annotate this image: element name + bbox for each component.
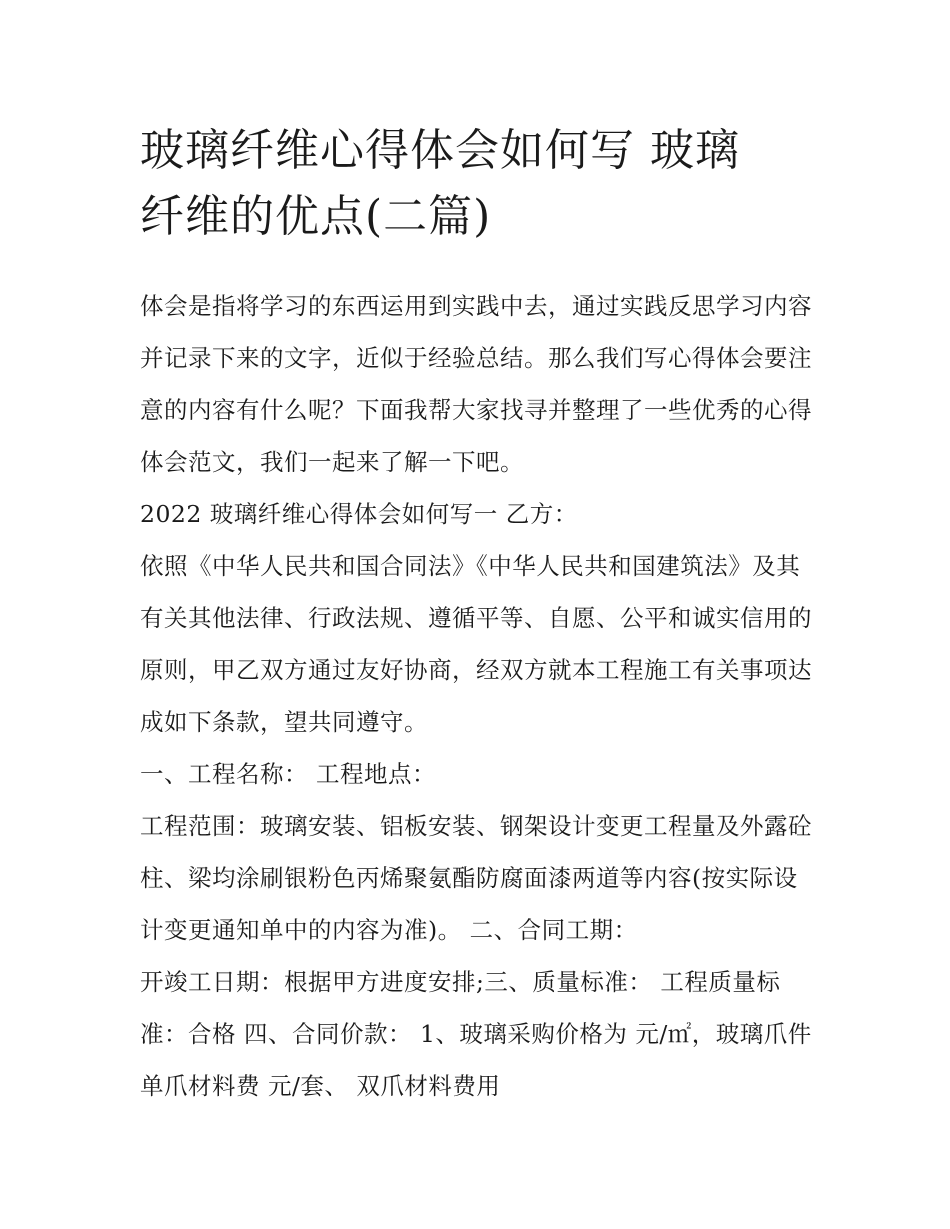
schedule-price-paragraph: 开竣工日期：根据甲方进度安排;三、质量标准： 工程质量标准：合格 四、合同价款： 1、玻璃采购价格为 元/㎡，玻璃爪件单爪材料费 元/套、 双爪材料费用	[140, 968, 812, 1100]
title-line-2: 纤维的优点(二篇)	[140, 191, 492, 242]
document-content	[140, 118, 812, 1112]
document-title	[140, 118, 812, 250]
section-heading: 2022 玻璃纤维心得体会如何写一 乙方：	[140, 500, 578, 528]
project-scope-paragraph: 工程范围：玻璃安装、铝板安装、钢架设计变更工程量及外露砼柱、梁均涂刷银粉色丙烯聚氨酯防腐面漆两道等内容(按实际设计变更通知单中的内容为准)。 二、合同工期：	[140, 812, 812, 944]
title-line-1: 玻璃纤维心得体会如何写 玻璃	[140, 125, 740, 176]
document-body	[140, 280, 812, 1112]
intro-paragraph: 体会是指将学习的东西运用到实践中去，通过实践反思学习内容并记录下来的文字，近似于经验总结。那么我们写心得体会要注意的内容有什么呢？下面我帮大家找寻并整理了一些优秀的心得体会范文，我们一起来了解一下吧。	[140, 292, 812, 476]
contract-basis-paragraph: 依照《中华人民共和国合同法》《中华人民共和国建筑法》及其有关其他法律、行政法规、遵循平等、自愿、公平和诚实信用的原则，甲乙双方通过友好协商，经双方就本工程施工有关事项达成如下条款，望共同遵守。	[140, 552, 812, 736]
project-name-paragraph: 一、工程名称： 工程地点：	[140, 760, 436, 788]
